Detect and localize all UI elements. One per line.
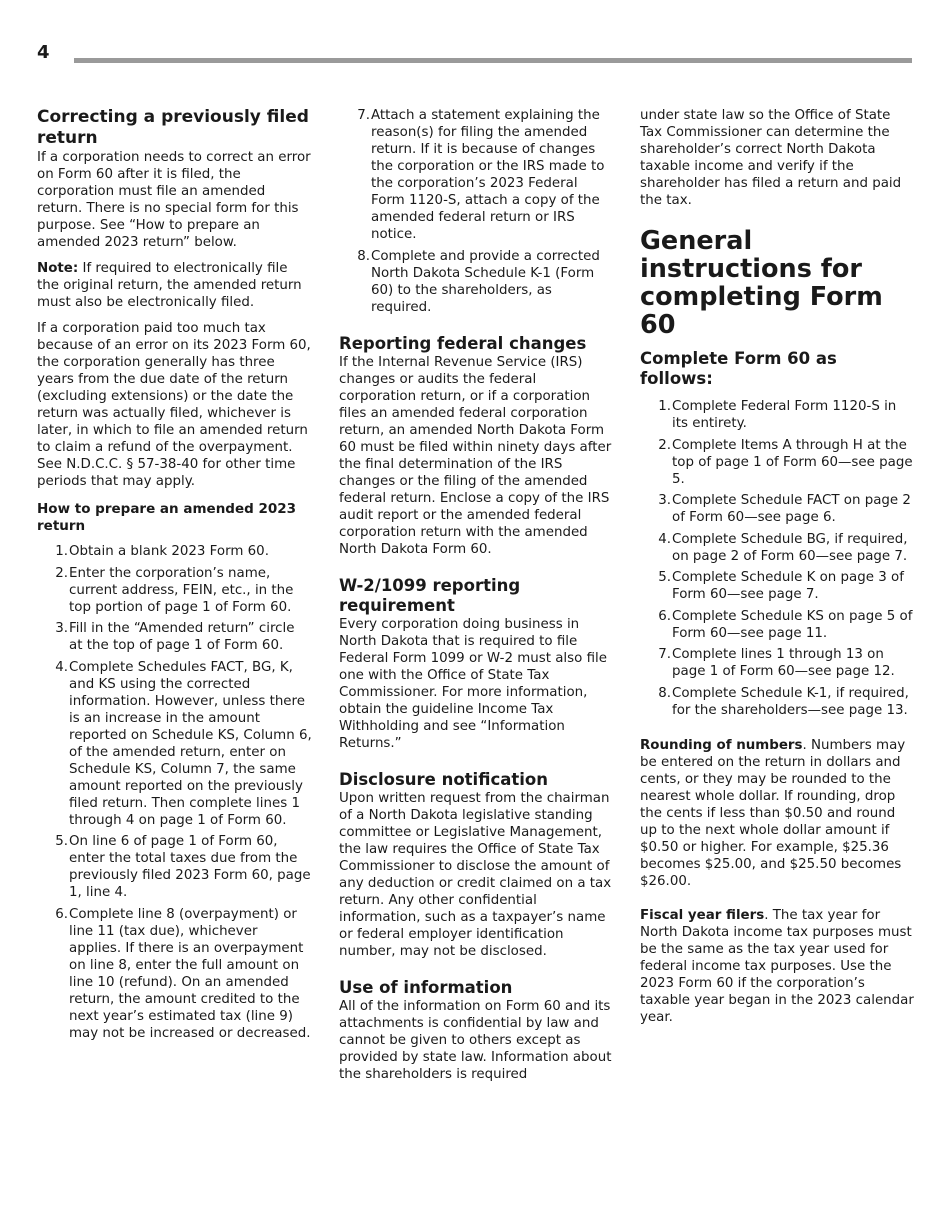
fiscal-label: Fiscal year filers [640,908,765,923]
heading-general-instructions: General instructions for completing Form 60 [640,226,883,340]
list-item: 2. Enter the corporation’s name, current address, FEIN, etc., in the top portion of page 1 of Form 60. [55,565,294,615]
column-3 [640,107,915,1035]
list-item: 7. Complete lines 1 through 13 on page 1 of Form 60—see page 12. [658,647,895,679]
rounding-text: . Numbers may be entered on the return in dollars and cents, or they may be rounded to the nearest whole dollar. If rounding, drop the cents if less than $0.50 and round up to the next whole dollar amount if $0.50 or higher. For example, $25.36 becomes $25.00, and $25.50 becomes $26.00. [640,738,906,889]
heading-complete-form-60: Complete Form 60 as follows: [640,349,837,388]
heading-disclosure: Disclosure notification [339,770,548,789]
paragraph-disclosure: Upon written request from the chairman of a North Dakota legislative standing committee or Legislative Management, the law requires the Office of State Tax Commissioner to disclose the amount of any deduction or credit claimed on a tax return. Any other confidential information, such as a taxpayer’s name or federal employer identification number, may not be disclosed. [339,791,612,959]
list-item: 5. On line 6 of page 1 of Form 60, enter the total taxes due from the previously filed 2023 Form 60, page 1, line 4. [55,834,311,900]
list-item: 6. Complete Schedule KS on page 5 of Form 60—see page 11. [658,608,913,641]
list-item: 5. Complete Schedule K on page 3 of Form 60—see page 7. [658,570,904,602]
list-item: 2. Complete Items A through H at the top of page 1 of Form 60—see page 5. [658,437,913,487]
list-item: 1. Obtain a blank 2023 Form 60. [55,544,269,559]
list-item: 3. Fill in the “Amended return” circle at the top of page 1 of Form 60. [55,621,295,653]
list-item: 1. Complete Federal Form 1120-S in its entirety. [658,399,897,431]
paragraph-use-of-information: All of the information on Form 60 and its attachments is confidential by law and cannot be given to others except as provided by state law. Information about the shareholders is required [339,999,612,1082]
column-2 [339,107,614,1092]
fiscal-text: . The tax year for North Dakota income tax purposes must be the same as the tax year used for federal income tax purposes. Use the 2023 Form 60 if the corporation’s taxable year began in the 2023 calendar year. [640,908,914,1025]
paragraph-w2-1099: Every corporation doing business in North Dakota that is required to file Federal Form 1099 or W-2 must also file one with the Office of State Tax Commissioner. For more information, obtain the guideline Income Tax Withholding and see “Information Returns.” [339,617,607,751]
paragraph-correcting: If a corporation needs to correct an error on Form 60 after it is filed, the corporation must file an amended return. There is no special form for this purpose. See “How to prepare an amended 2023 return” below. [37,150,311,250]
paragraph-overpaid: If a corporation paid too much tax because of an error on its 2023 Form 60, the corporation generally has three years from the due date of the return (excluding extensions) or the date the return was actually filed, whichever is later, in which to file an amended return to claim a refund of the overpayment. See N.D.C.C. § 57-38-40 for other time periods that may apply. [37,321,311,489]
list-item: 8. Complete Schedule K-1, if required, for the shareholders—see page 13. [658,685,909,718]
complete-steps-list [640,398,915,719]
header-rule [74,58,912,63]
rounding-label: Rounding of numbers [640,738,803,753]
note-text: If required to electronically file the original return, the amended return must also be electronically filed. [37,261,302,310]
list-item: 8. Complete and provide a corrected North Dakota Schedule K-1 (Form 60) to the shareholders, as required. [357,248,600,315]
page-number: 4 [37,42,50,63]
list-item: 7. Attach a statement explaining the reason(s) for filing the amended return. If it is because of changes the corporation or the IRS made to the corporation’s 2023 Federal Form 1120-S, attach a copy of the amended federal return or IRS notice. [357,108,605,242]
list-item: 4. Complete Schedules FACT, BG, K, and KS using the corrected information. However, unless there is an increase in the amount reported on Schedule KS, Column 6, of the amended return, enter on Schedule KS, Column 7, the same amount reported on the previously filed return. Then complete lines 1 through 4 on page 1 of Form 60. [55,659,312,828]
list-item: 3. Complete Schedule FACT on page 2 of Form 60—see page 6. [658,493,911,525]
heading-w2-1099: W-2/1099 reporting requirement [339,576,521,615]
paragraph-rounding [640,737,915,890]
amended-steps-list [37,543,312,1042]
heading-reporting-federal-changes: Reporting federal changes [339,334,587,353]
list-item: 6. Complete line 8 (overpayment) or line 11 (tax due), whichever applies. If there is an overpayment on line 8, enter the full amount on line 10 (refund). On an amended return, the amount credited to the next year’s estimated tax (line 9) may not be increased or decreased. [55,906,311,1041]
heading-use-of-information: Use of information [339,978,513,997]
column-1 [37,107,312,1046]
heading-how-to-prepare: How to prepare an amended 2023 return [37,501,297,534]
paragraph-fiscal-year [640,907,915,1026]
note-label: Note: [37,261,79,276]
paragraph-federal-changes: If the Internal Revenue Service (IRS) changes or audits the federal corporation return, or if a corporation files an amended federal corporation return, an amended North Dakota Form 60 must be filed within ninety days after the final determination of the IRS changes or the filing of the amended federal return. Enclose a copy of the IRS audit report or the amended federal corporation return with the amended North Dakota Form 60. [339,355,612,557]
paragraph-use-continued: under state law so the Office of State Tax Commissioner can determine the shareholder’s correct North Dakota taxable income and verify if the shareholder has filed a return and paid the tax. [640,108,902,208]
heading-correcting: Correcting a previously filed return [37,107,309,148]
amended-steps-list-continued [339,107,614,316]
list-item: 4. Complete Schedule BG, if required, on page 2 of Form 60—see page 7. [658,531,908,564]
paragraph-note [37,260,312,311]
